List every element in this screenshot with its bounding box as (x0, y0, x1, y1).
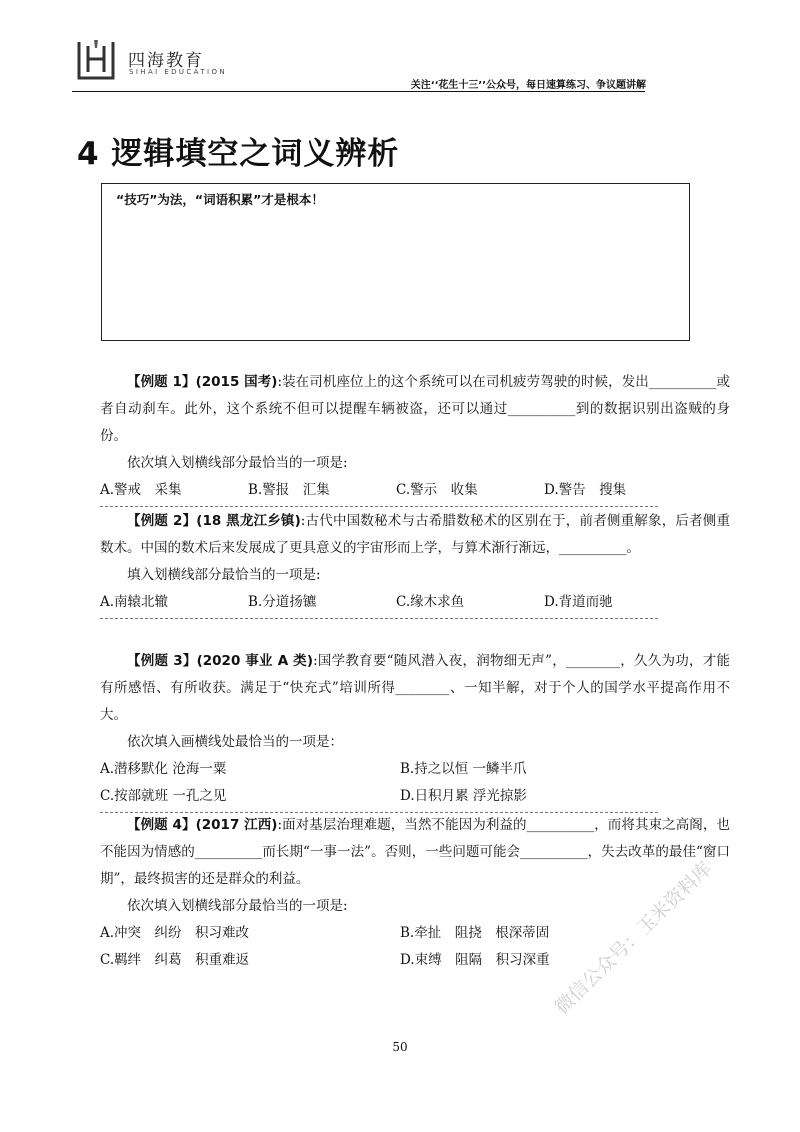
option-c: C.按部就班 一孔之见 (100, 788, 227, 804)
question-stem (100, 508, 730, 562)
option-d: D.警告 搜集 (544, 482, 627, 498)
option-b: B.分道扬镳 (248, 594, 317, 610)
header-divider (72, 91, 645, 92)
option-a: A.警戒 采集 (100, 482, 182, 498)
question-text: :古代中国数秘术与古希腊数秘术的区别在于，前者侧重解象，后者侧重数术。中国的数术后来发展成了更具意义的宇宙形而上学，与算术渐行渐远，__________。 (100, 513, 730, 556)
header-slogan: 关注‘‘花生十三’’公众号，每日速算练习、争议题讲解 (410, 80, 646, 91)
example-question-3 (100, 648, 730, 813)
options-row (100, 477, 730, 504)
option-b: B.持之以恒 一鳞半爪 (400, 761, 527, 777)
logo-english-name: SIHAI EDUCATION (129, 68, 228, 76)
question-prompt: 依次填入划横线部分最恰当的一项是: (127, 898, 348, 914)
example-question-2 (100, 508, 730, 619)
dashed-separator (100, 506, 658, 507)
options-row (100, 589, 730, 616)
question-stem (100, 648, 730, 729)
question-prompt: 依次填入画横线处最恰当的一项是： (127, 734, 343, 750)
options-row (100, 783, 730, 810)
chapter-title: 4 逻辑填空之词义辨析 (77, 136, 400, 172)
page-number: 50 (392, 1040, 408, 1054)
option-b: B.警报 汇集 (248, 482, 330, 498)
option-d: D.日积月累 浮光掠影 (400, 788, 527, 804)
watermark-text: 微信公众号：玉米资料库 (550, 857, 717, 1019)
dashed-separator (100, 618, 658, 619)
option-c: C.警示 收集 (396, 482, 478, 498)
question-stem (100, 369, 730, 450)
option-a: A.冲突 纠纷 积习难改 (100, 925, 250, 941)
example-question-1 (100, 369, 730, 507)
tip-text: “技巧”为法，“词语积累”才是根本！ (116, 192, 324, 207)
question-prompt: 依次填入划横线部分最恰当的一项是: (127, 455, 348, 471)
tip-box (101, 183, 690, 341)
option-c: C.羁绊 纠葛 积重难返 (100, 952, 250, 968)
option-d: D.束缚 阻隔 积习深重 (400, 952, 550, 968)
option-a: A.潜移默化 沧海一粟 (100, 761, 227, 777)
question-text: :面对基层治理难题，当然不能因为利益的__________，而将其束之高阁，也不能因为情感的__________而长期“一事一法”。否则，一些问题可能会__________，失去改革的最佳“窗口期”，最终损害的还是群众的利益。 (100, 817, 730, 887)
option-a: A.南辕北辙 (100, 594, 169, 610)
option-c: C.缘木求鱼 (396, 594, 465, 610)
question-prompt: 填入划横线部分最恰当的一项是: (127, 567, 321, 583)
question-tag: 【例题 3】(2020 事业 A 类) (127, 653, 314, 669)
options-row (100, 756, 730, 783)
option-b: B.牵扯 阻挠 根深蒂固 (400, 925, 550, 941)
question-stem (100, 812, 730, 893)
sihai-logo-icon (76, 38, 116, 82)
question-tag: 【例题 4】(2017 江西) (127, 817, 278, 833)
option-d: D.背道而驰 (544, 594, 613, 610)
question-text: :装在司机座位上的这个系统可以在司机疲劳驾驶的时候，发出__________或者自动刹车。此外，这个系统不但可以提醒车辆被盗，还可以通过__________到的数据识别出盗贼的身份。 (100, 374, 730, 444)
question-tag: 【例题 2】(18 黑龙江乡镇) (127, 513, 301, 529)
logo-chinese-name: 四海教育 (128, 51, 204, 71)
question-text: :国学教育要“随风潜入夜，润物细无声”，________，久久为功，才能有所感悟、有所收获。满足于“快充式”培训所得________、一知半解，对于个人的国学水平提高作用不大。 (100, 653, 730, 723)
question-tag: 【例题 1】(2015 国考) (127, 374, 278, 390)
